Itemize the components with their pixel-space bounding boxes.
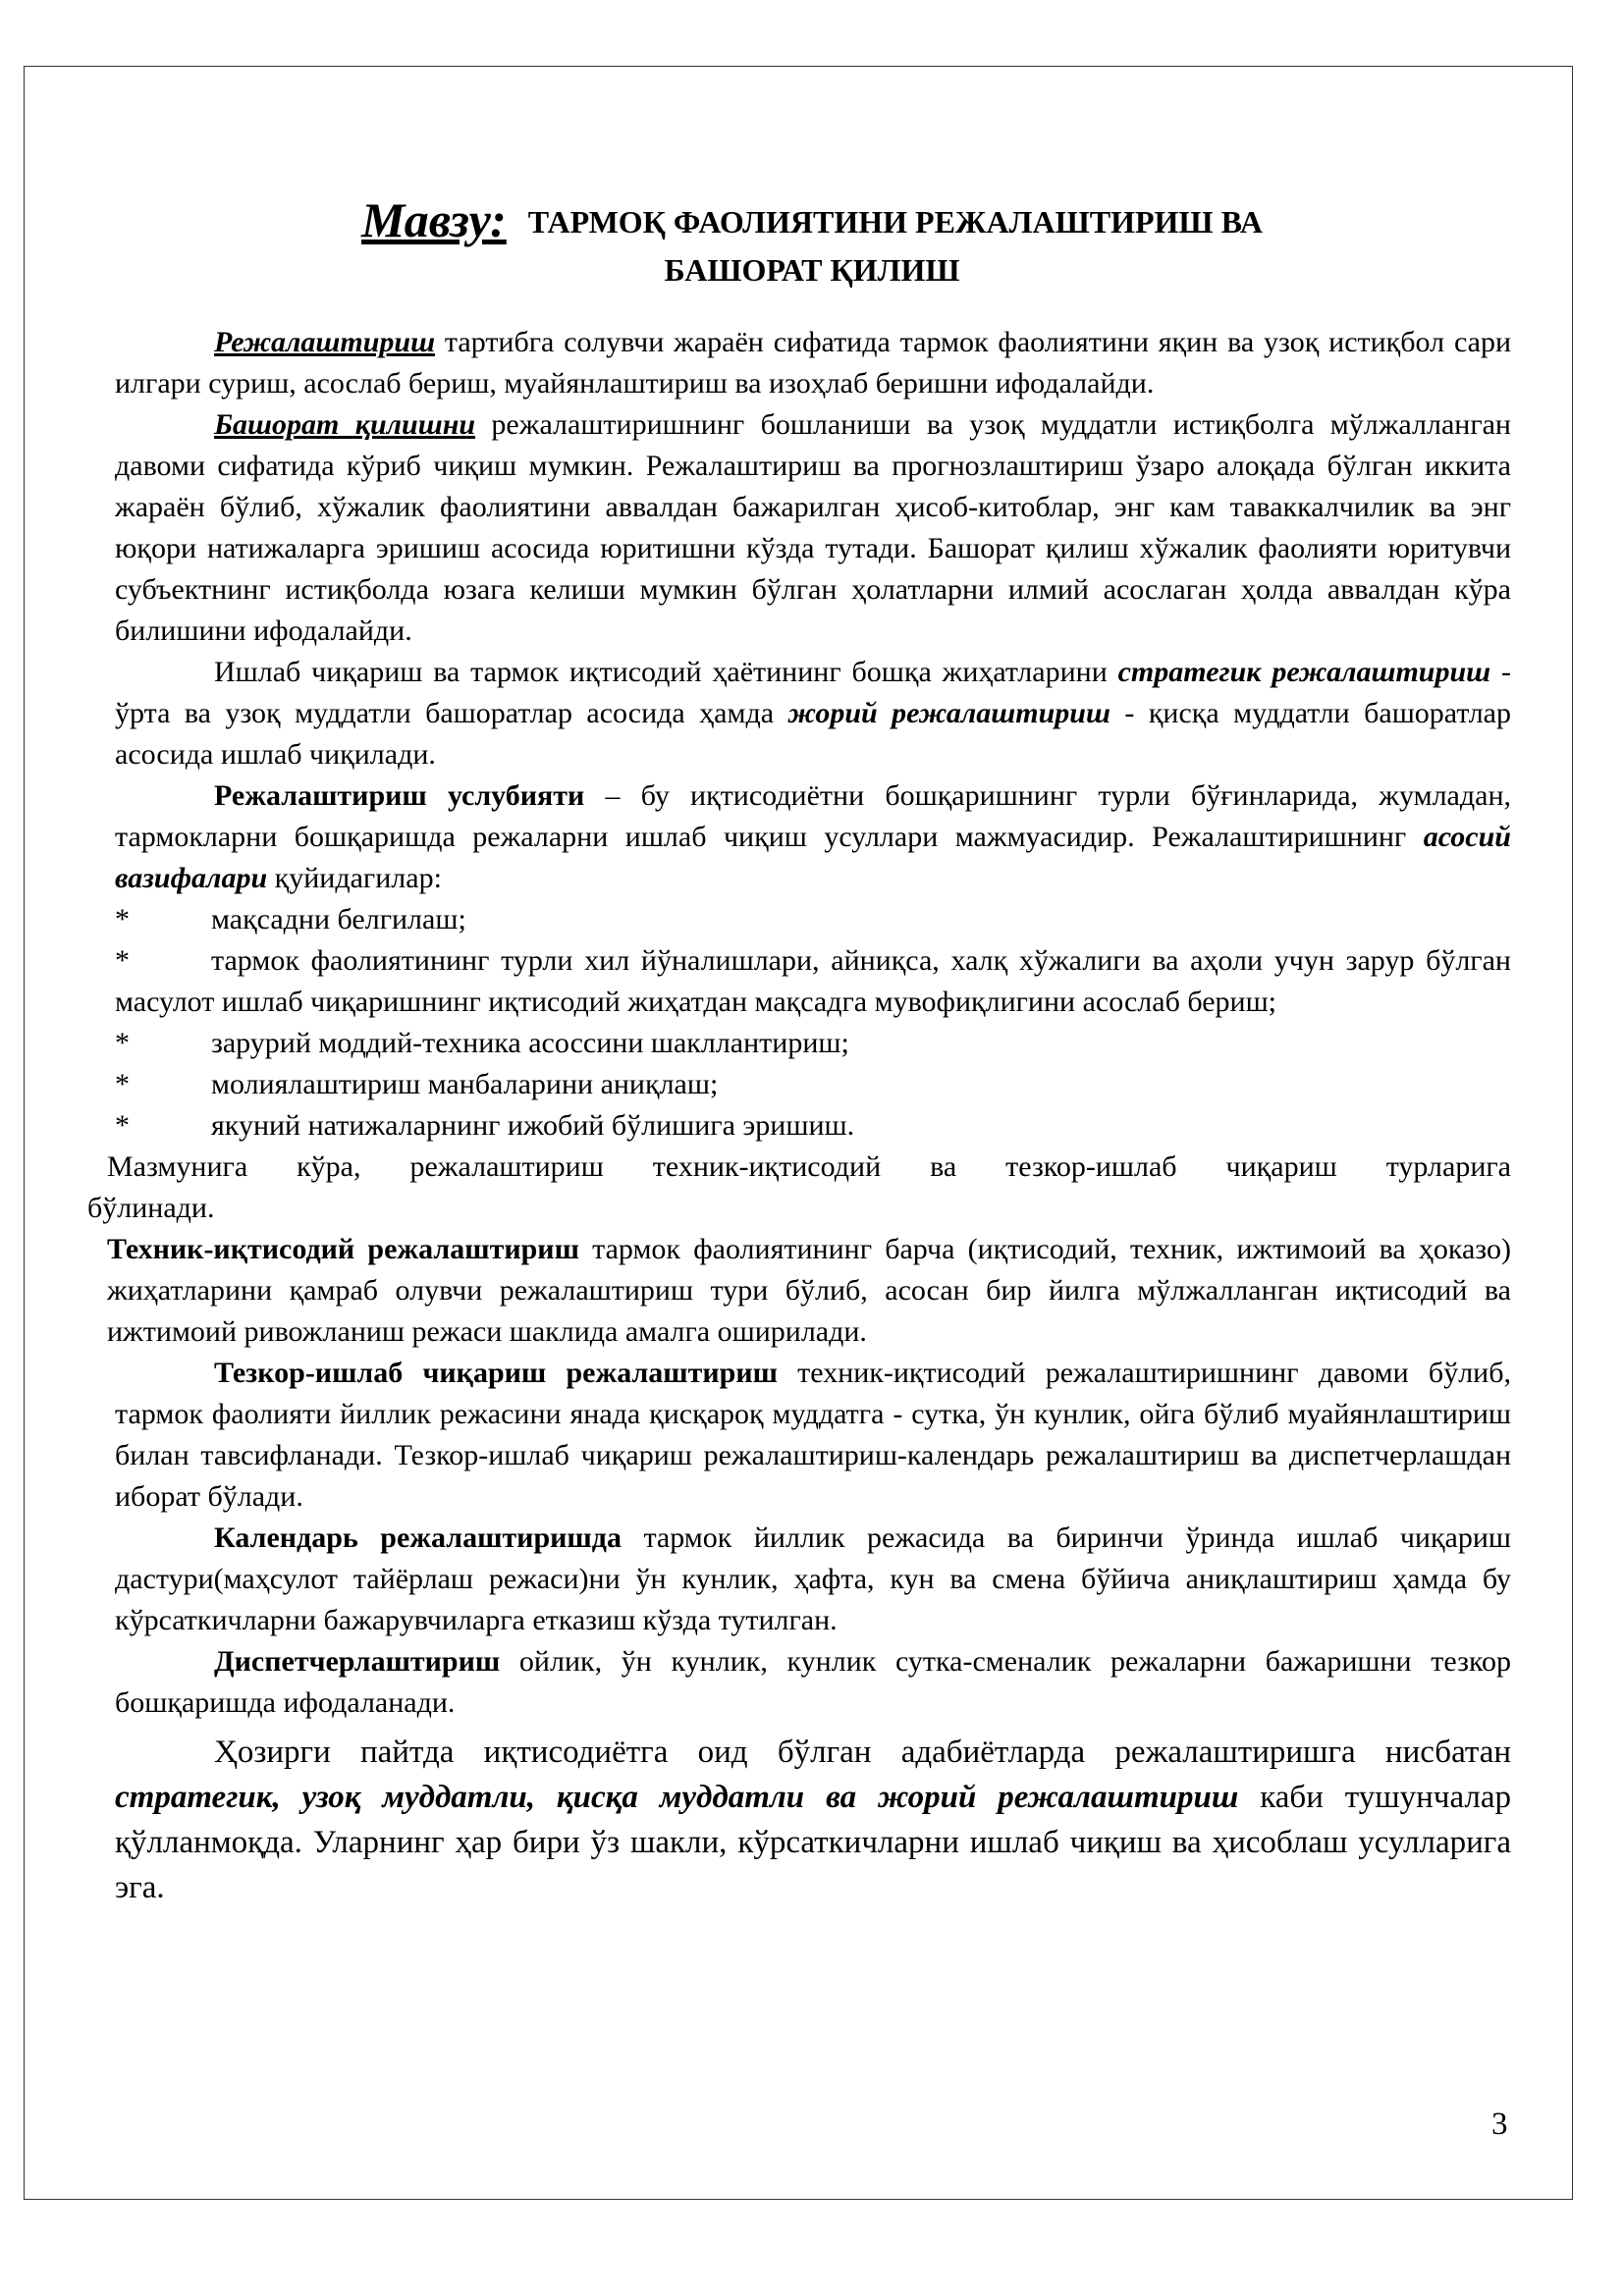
bullet-star: *	[115, 1109, 130, 1142]
title-label: Мавзу:	[361, 192, 507, 247]
paragraph-text: тармок йиллик режасида ва биринчи ўринда ишлаб чиқариш дастури(маҳсулот тайёрлаш режаси)ни ўн кунлик, ҳафта, кун ва смена бўйича аниқлаштириш ҳамда бу кўрсаткичларни бажарувчиларга етказиш кўзда тутилган.	[115, 1522, 1512, 1636]
paragraph-text: каби тушунчалар қўлланмоқда. Уларнинг ҳар бири ўз шакли, кўрсаткичларни ишлаб чиқиш ва ҳисоблаш усулларига эга.	[115, 1780, 1511, 1905]
paragraph-text: - ўрта ва узоқ муддатли башоратлар асосида ҳамда	[115, 656, 1512, 729]
list-item-text: молиялаштириш манбаларини аниқлаш;	[211, 1068, 719, 1100]
list-item	[115, 1064, 1511, 1105]
list-item	[115, 1023, 1511, 1064]
term-planning-kinds: стратегик, узоқ муддатли, қисқа муддатли ва жорий режалаштириш	[115, 1780, 1239, 1815]
paragraph-dispatching	[115, 1641, 1511, 1724]
term-forecasting: Башорат қилишни	[214, 408, 476, 441]
list-item	[115, 899, 1511, 940]
paragraph-forecasting-definition	[115, 404, 1511, 652]
term-methodology: Режалаштириш услубияти	[214, 779, 585, 812]
paragraph-line: бўлинади.	[87, 1192, 215, 1224]
paragraph-planning-definition	[115, 322, 1511, 404]
paragraph-text: – бу иқтисодиётни бошқаришнинг турли бўғинларида, жумладан, тармокларни бошқаришда режаларни ишлаб чиқиш усуллари мажмуасидир. Режалаштиришнинг	[115, 779, 1511, 853]
paragraph-planning-types	[115, 652, 1511, 775]
paragraph-text: қуйидагилар:	[267, 862, 442, 894]
paragraph-technical-economic	[107, 1229, 1511, 1353]
page-number: 3	[1491, 2107, 1508, 2142]
bullet-star: *	[115, 944, 130, 977]
paragraph-text: тармок фаолиятининг барча (иқтисодий, техник, ижтимоий ва ҳоказо) жиҳатларини қамраб олувчи режалаштириш тури бўлиб, асосан бир йилга мўлжалланган иқтисодий ва ижтимоий ривожланиш режаси шаклида амалга оширилади.	[107, 1233, 1511, 1348]
bullet-star: *	[115, 903, 130, 935]
paragraph-calendar	[115, 1518, 1511, 1641]
term-dispatching: Диспетчерлаштириш	[214, 1645, 501, 1678]
term-operational: Тезкор-ишлаб чиқариш режалаштириш	[214, 1357, 778, 1389]
list-item-text: якуний натижаларнинг ижобий бўлишига эришиш.	[211, 1109, 855, 1142]
term-main-tasks: асосий вазифалари	[115, 821, 1511, 894]
term-calendar: Календарь режалаштиришда	[214, 1522, 622, 1554]
list-item	[115, 940, 1511, 1023]
list-item-text: зарурий моддий-техника асоссини шакллантириш;	[211, 1027, 849, 1059]
paragraph-text: Ҳозирги пайтда иқтисодиётга оид бўлган адабиётларда режалаштиришга нисбатан	[214, 1735, 1511, 1770]
title-line-2: БАШОРАТ ҚИЛИШ	[664, 252, 960, 288]
document-title	[0, 191, 1624, 289]
term-current-planning: жорий режалаштириш	[787, 697, 1110, 729]
paragraph-line: Мазмунига кўра, режалаштириш техник-иқтисодий ва тезкор-ишлаб чиқариш турларига	[107, 1150, 1511, 1183]
title-line-1: ТАРМОҚ ФАОЛИЯТИНИ РЕЖАЛАШТИРИШ ВА	[527, 204, 1263, 240]
paragraph-text: техник-иқтисодий режалаштиришнинг давоми бўлиб, тармок фаолияти йиллик режасини янада қисқароқ муддатга - сутка, ўн кунлик, ойга бўлиб муайянлаштириш билан тавсифланади. Тезкор-ишлаб чиқариш режалаштириш-календарь режалаштириш ва диспетчерлашдан иборат бўлади.	[115, 1357, 1511, 1513]
paragraph-classification	[87, 1147, 1511, 1229]
term-planning: Режалаштириш	[214, 326, 436, 358]
list-item-text: мақсадни белгилаш;	[211, 903, 466, 935]
paragraph-operational	[115, 1353, 1511, 1518]
paragraph-text: ойлик, ўн кунлик, кунлик сутка-сменалик режаларни бажаришни тезкор бошқаришда ифодаланади.	[115, 1645, 1511, 1719]
term-strategic-planning: стратегик режалаштириш	[1117, 656, 1491, 688]
term-technical-economic: Техник-иқтисодий режалаштириш	[107, 1233, 579, 1265]
bullet-star: *	[115, 1068, 130, 1100]
paragraph-current-literature	[115, 1730, 1511, 1910]
list-item	[115, 1105, 1511, 1147]
bullet-star: *	[115, 1027, 130, 1059]
paragraph-text: Ишлаб чиқариш ва тармок иқтисодий ҳаётининг бошқа жиҳатларини	[214, 656, 1118, 688]
paragraph-methodology	[115, 775, 1511, 899]
paragraph-text: - қисқа муддатли башоратлар асосида ишлаб чиқилади.	[115, 697, 1511, 771]
list-item-text: тармок фаолиятининг турли хил йўналишлари, айниқса, халқ хўжалиги ва аҳоли учун зарур бўлган масулот ишлаб чиқаришнинг иқтисодий жиҳатдан мақсадга мувофиқлигини асослаб бериш;	[115, 944, 1511, 1018]
paragraph-text: тартибга солувчи жараён сифатида тармок фаолиятини яқин ва узоқ истиқбол сари илгари суриш, асослаб бериш, муайянлаштириш ва изоҳлаб беришни ифодалайди.	[115, 326, 1511, 400]
paragraph-text: режалаштиришнинг бошланиши ва узоқ муддатли истиқболга мўлжалланган давоми сифатида кўриб чиқиш мумкин. Режалаштириш ва прогнозлаштириш ўзаро алоқада бўлган иккита жараён бўлиб, хўжалик фаолиятини аввалдан бажарилган ҳисоб-китоблар, энг кам таваккалчилик ва энг юқори натижаларга эришиш асосида юритишни кўзда тутади. Башорат қилиш хўжалик фаолияти юритувчи субъектнинг истиқболда юзага келиши мумкин бўлган ҳолатларни илмий асослаган ҳолда аввалдан кўра билишини ифодалайди.	[115, 408, 1511, 647]
document-body	[87, 322, 1512, 1910]
